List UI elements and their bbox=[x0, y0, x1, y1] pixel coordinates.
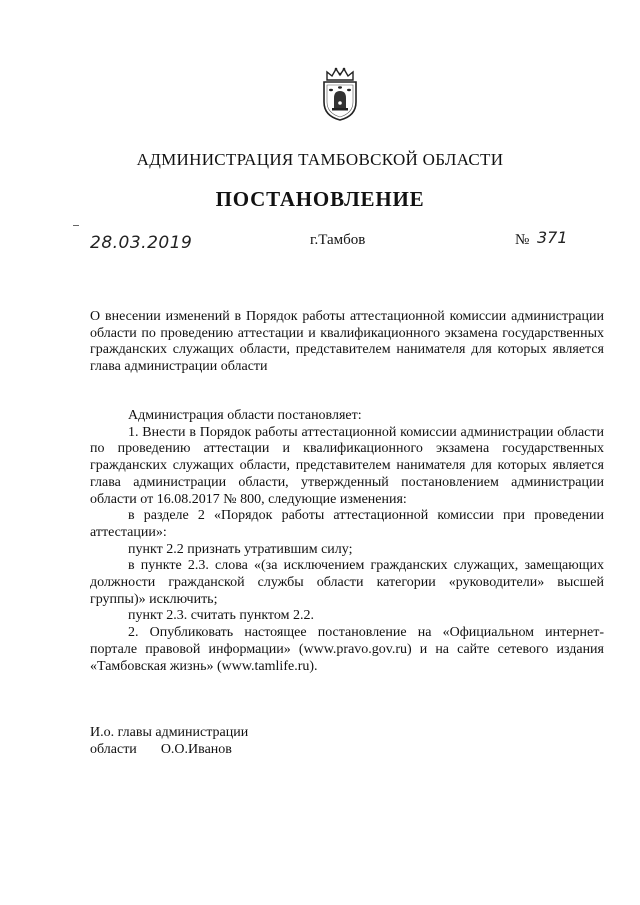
signature-position-line1: И.о. главы администрации bbox=[90, 725, 249, 740]
tambov-coat-of-arms-icon bbox=[318, 66, 362, 122]
number-label: № bbox=[515, 232, 530, 248]
paragraph-1d: пункт 2.3. считать пунктом 2.2. bbox=[128, 608, 314, 624]
paragraph-1: 1. Внести в Порядок работы аттестационной комиссии администрации области по проведению аттестации и квалификационного экзамена государственных гражданских служащих области, представителем нанимателя для которых является глава администрации области, утвержденный постановлением администрации области от 16.08.2017 № 800, следующие изменения: bbox=[90, 424, 604, 507]
handwritten-number: 371 bbox=[537, 228, 568, 247]
signature-block bbox=[90, 725, 248, 758]
signature-position-region: области bbox=[90, 741, 137, 757]
document-subject: О внесении изменений в Порядок работы аттестационной комиссии администрации области по проведению аттестации и квалификационного экзамена государственных гражданских служащих области, представителем нанимателя для которых является глава администрации области bbox=[90, 309, 604, 374]
signatory-name: О.О.Иванов bbox=[160, 741, 232, 757]
paragraph-1a: в разделе 2 «Порядок работы аттестационной комиссии при проведении аттестации»: bbox=[90, 508, 604, 540]
paragraph-2: 2. Опубликовать настоящее постановление на «Официальном интернет-портале правовой информации» (www.pravo.gov.ru) и на сайте сетевого издания «Тамбовская жизнь» (www.tamlife.ru). bbox=[90, 625, 604, 674]
handwritten-date: 28.03.2019 bbox=[90, 233, 193, 253]
document-body bbox=[90, 408, 604, 675]
agency-title: АДМИНИСТРАЦИЯ ТАМБОВСКОЙ ОБЛАСТИ bbox=[136, 150, 504, 169]
signature-position-line2 bbox=[90, 742, 248, 759]
scan-mark bbox=[73, 225, 79, 226]
paragraph-1c: в пункте 2.3. слова «(за исключением гражданских служащих, замещающих должности гражданской службы области категории «руководители» высшей группы)» исключить; bbox=[90, 558, 604, 607]
paragraph-1b: пункт 2.2 признать утратившим силу; bbox=[128, 541, 353, 557]
document-type-heading: ПОСТАНОВЛЕНИЕ bbox=[215, 187, 425, 211]
city-name: г.Тамбов bbox=[310, 232, 366, 248]
intro-paragraph: Администрация области постановляет: bbox=[128, 408, 362, 423]
